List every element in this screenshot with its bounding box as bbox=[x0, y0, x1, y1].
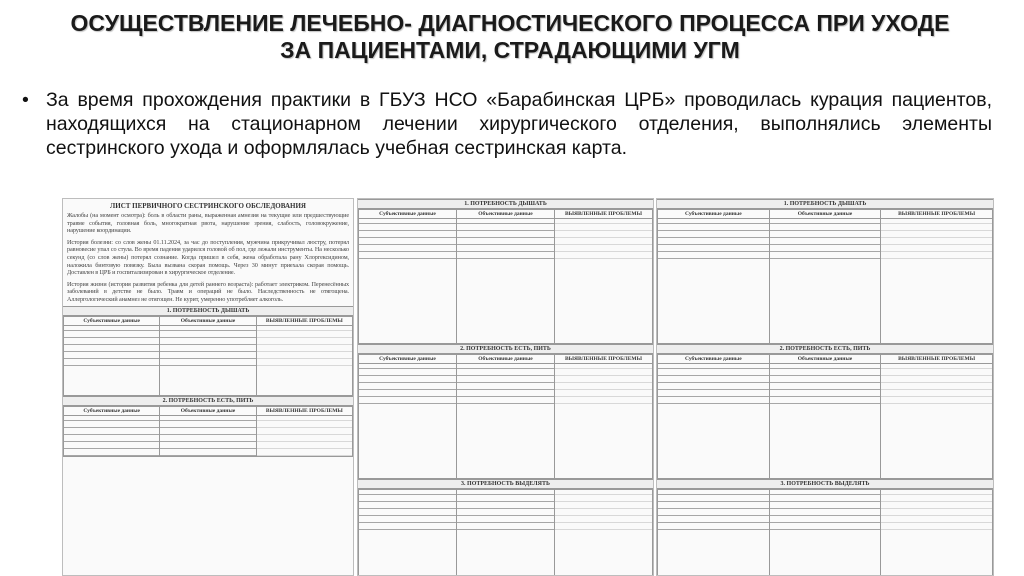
section-eat: 2. ПОТРЕБНОСТЬ ЕСТЬ, ПИТЬ bbox=[358, 344, 653, 354]
assessment-table bbox=[358, 209, 653, 344]
col-problems: ВЫЯВЛЕННЫЕ ПРОБЛЕМЫ bbox=[881, 355, 993, 364]
col-objective: Объективные данные bbox=[457, 210, 555, 219]
col-subjective: Субъективные данные bbox=[64, 406, 160, 415]
assessment-table bbox=[358, 489, 653, 576]
col-problems: ВЫЯВЛЕННЫЕ ПРОБЛЕМЫ bbox=[881, 210, 993, 219]
section-breathe: 1. ПОТРЕБНОСТЬ ДЫШАТЬ bbox=[358, 199, 653, 209]
col-objective: Объективные данные bbox=[160, 316, 256, 325]
col-problems: ВЫЯВЛЕННЫЕ ПРОБЛЕМЫ bbox=[256, 316, 352, 325]
slide-title: ОСУЩЕСТВЛЕНИЕ ЛЕЧЕБНО- ДИАГНОСТИЧЕСКОГО ПРОЦЕССА ПРИ УХОДЕ ЗА ПАЦИЕНТАМИ, СТРАДАЮЩИМИ УГМ bbox=[70, 10, 950, 63]
col-objective: Объективные данные bbox=[769, 210, 881, 219]
col-objective: Объективные данные bbox=[457, 355, 555, 364]
section-breathe: 1. ПОТРЕБНОСТЬ ДЫШАТЬ bbox=[63, 306, 353, 316]
bullet-paragraph bbox=[22, 88, 992, 160]
col-objective: Объективные данные bbox=[769, 355, 881, 364]
col-subjective: Субъективные данные bbox=[359, 210, 457, 219]
section-eat: 2. ПОТРЕБНОСТЬ ЕСТЬ, ПИТЬ bbox=[657, 344, 993, 354]
col-problems: ВЫЯВЛЕННЫЕ ПРОБЛЕМЫ bbox=[256, 406, 352, 415]
col-subjective: Субъективные данные bbox=[359, 355, 457, 364]
section-breathe: 1. ПОТРЕБНОСТЬ ДЫШАТЬ bbox=[657, 199, 993, 209]
section-excrete: 3. ПОТРЕБНОСТЬ ВЫДЕЛЯТЬ bbox=[358, 479, 653, 489]
assessment-table bbox=[657, 489, 993, 576]
assessment-table bbox=[657, 354, 993, 479]
complaints-text: Жалобы (на момент осмотра): боль в области раны, выраженная амнезия на текущие или предшествующие травме события, головная боль, многократная рвота, нарушение зрения, слабость, головокружение, нарушение координации. bbox=[67, 212, 349, 235]
document-title: ЛИСТ ПЕРВИЧНОГО СЕСТРИНСКОГО ОБСЛЕДОВАНИЯ bbox=[110, 202, 306, 210]
bullet-text: За время прохождения практики в ГБУЗ НСО «Барабинская ЦРБ» проводилась курация пациентов, находящихся на стационарном лечении хирургического отделения, выполнялись элементы сестринского ухода и оформлялась учебная сестринская карта. bbox=[46, 89, 992, 159]
section-eat: 2. ПОТРЕБНОСТЬ ЕСТЬ, ПИТЬ bbox=[63, 396, 353, 406]
assessment-table bbox=[358, 354, 653, 479]
bullet-icon: • bbox=[22, 89, 29, 111]
section-excrete: 3. ПОТРЕБНОСТЬ ВЫДЕЛЯТЬ bbox=[657, 479, 993, 489]
history-disease-text: История болезни: со слов жены 01.11.2024, за час до поступления, мужчина прикручивал люстру, потерял равновесие упал со стула. Во время падения ударился головой об пол, где лежали инструменты. На несколько секунд (со слов жены) потерял сознание. Когда пришел в себя, жена обработала рану Хлоргексидином, наложила бинтовую повязку. Была вызвана скорая помощь. Через 30 минут приехала скорая помощь. Доставлен в ЦРБ и госпитализирован в хирургическое отделение. bbox=[67, 238, 349, 277]
col-problems: ВЫЯВЛЕННЫЕ ПРОБЛЕМЫ bbox=[555, 210, 653, 219]
document-page-right bbox=[656, 198, 994, 576]
document-page-middle bbox=[357, 198, 654, 576]
col-problems: ВЫЯВЛЕННЫЕ ПРОБЛЕМЫ bbox=[555, 355, 653, 364]
assessment-table bbox=[63, 316, 353, 396]
history-life-text: История жизни (история развития ребенка для детей раннего возраста): работает электриком. Перенесённых заболеваний в детстве не было. Травм и операций не было. Наследственность не отягощена. Аллергологический анамнез не отягощен. Не курит, умеренно употребляет алкоголь. bbox=[67, 280, 349, 303]
document-page-left bbox=[62, 198, 354, 576]
col-subjective: Субъективные данные bbox=[658, 355, 770, 364]
col-objective: Объективные данные bbox=[160, 406, 256, 415]
assessment-table bbox=[63, 406, 353, 457]
col-subjective: Субъективные данные bbox=[64, 316, 160, 325]
assessment-table bbox=[657, 209, 993, 344]
col-subjective: Субъективные данные bbox=[658, 210, 770, 219]
